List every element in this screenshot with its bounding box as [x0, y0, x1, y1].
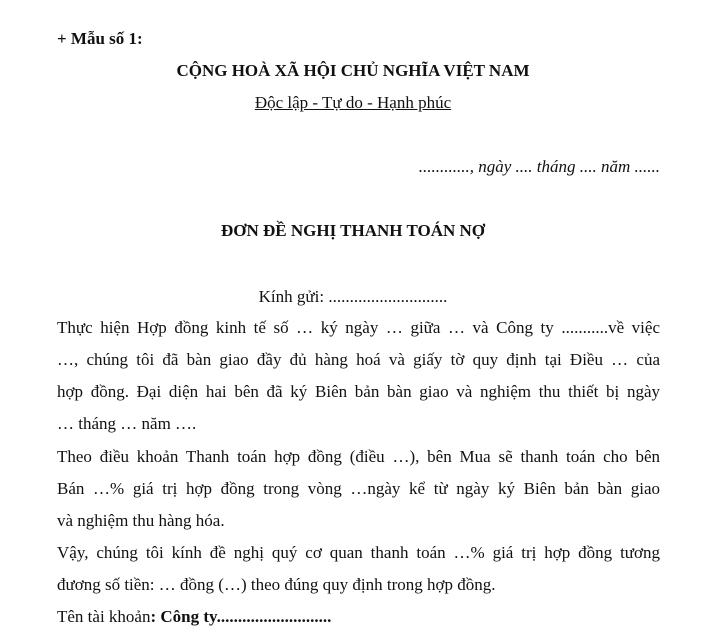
- body-line: và nghiệm thu hàng hóa.: [57, 511, 225, 530]
- national-title: CỘNG HOÀ XÃ HỘI CHỦ NGHĨA VIỆT NAM: [176, 61, 530, 80]
- account-name-line: [57, 607, 331, 627]
- body-line: …, chúng tôi đã bàn giao đầy đủ hàng hoá và giấy tờ quy định tại Điều … của: [57, 350, 660, 369]
- body-line: Thực hiện Hợp đồng kinh tế số … ký ngày … giữa … và Công ty ...........về việc: [57, 318, 660, 337]
- body-line: Theo điều khoản Thanh toán hợp đồng (điều …), bên Mua sẽ thanh toán cho bên: [57, 447, 660, 466]
- date-line: ............, ngày .... tháng .... năm ......: [418, 157, 660, 176]
- body-line: Vậy, chúng tôi kính đề nghị quý cơ quan thanh toán …% giá trị hợp đồng tương: [57, 543, 660, 562]
- document-title: ĐƠN ĐỀ NGHỊ THANH TOÁN NỢ: [220, 221, 485, 240]
- account-value: : Công ty...........................: [150, 607, 332, 626]
- body-line: … tháng … năm ….: [57, 414, 197, 433]
- form-label: + Mẫu số 1:: [57, 29, 143, 48]
- motto-text: Độc lập - Tự do - Hạnh phúc: [254, 93, 452, 112]
- addressee: Kính gửi: ............................: [258, 287, 448, 306]
- body-line: Bán …% giá trị hợp đồng trong vòng …ngày kể từ ngày ký Biên bản bàn giao: [57, 479, 660, 498]
- body-line: hợp đồng. Đại diện hai bên đã ký Biên bản bàn giao và nghiệm thu thiết bị ngày: [57, 382, 660, 401]
- body-line: đương số tiền: … đồng (…) theo đúng quy định trong hợp đồng.: [57, 575, 496, 594]
- account-label: Tên tài khoản: [57, 607, 151, 626]
- motto: [0, 93, 706, 113]
